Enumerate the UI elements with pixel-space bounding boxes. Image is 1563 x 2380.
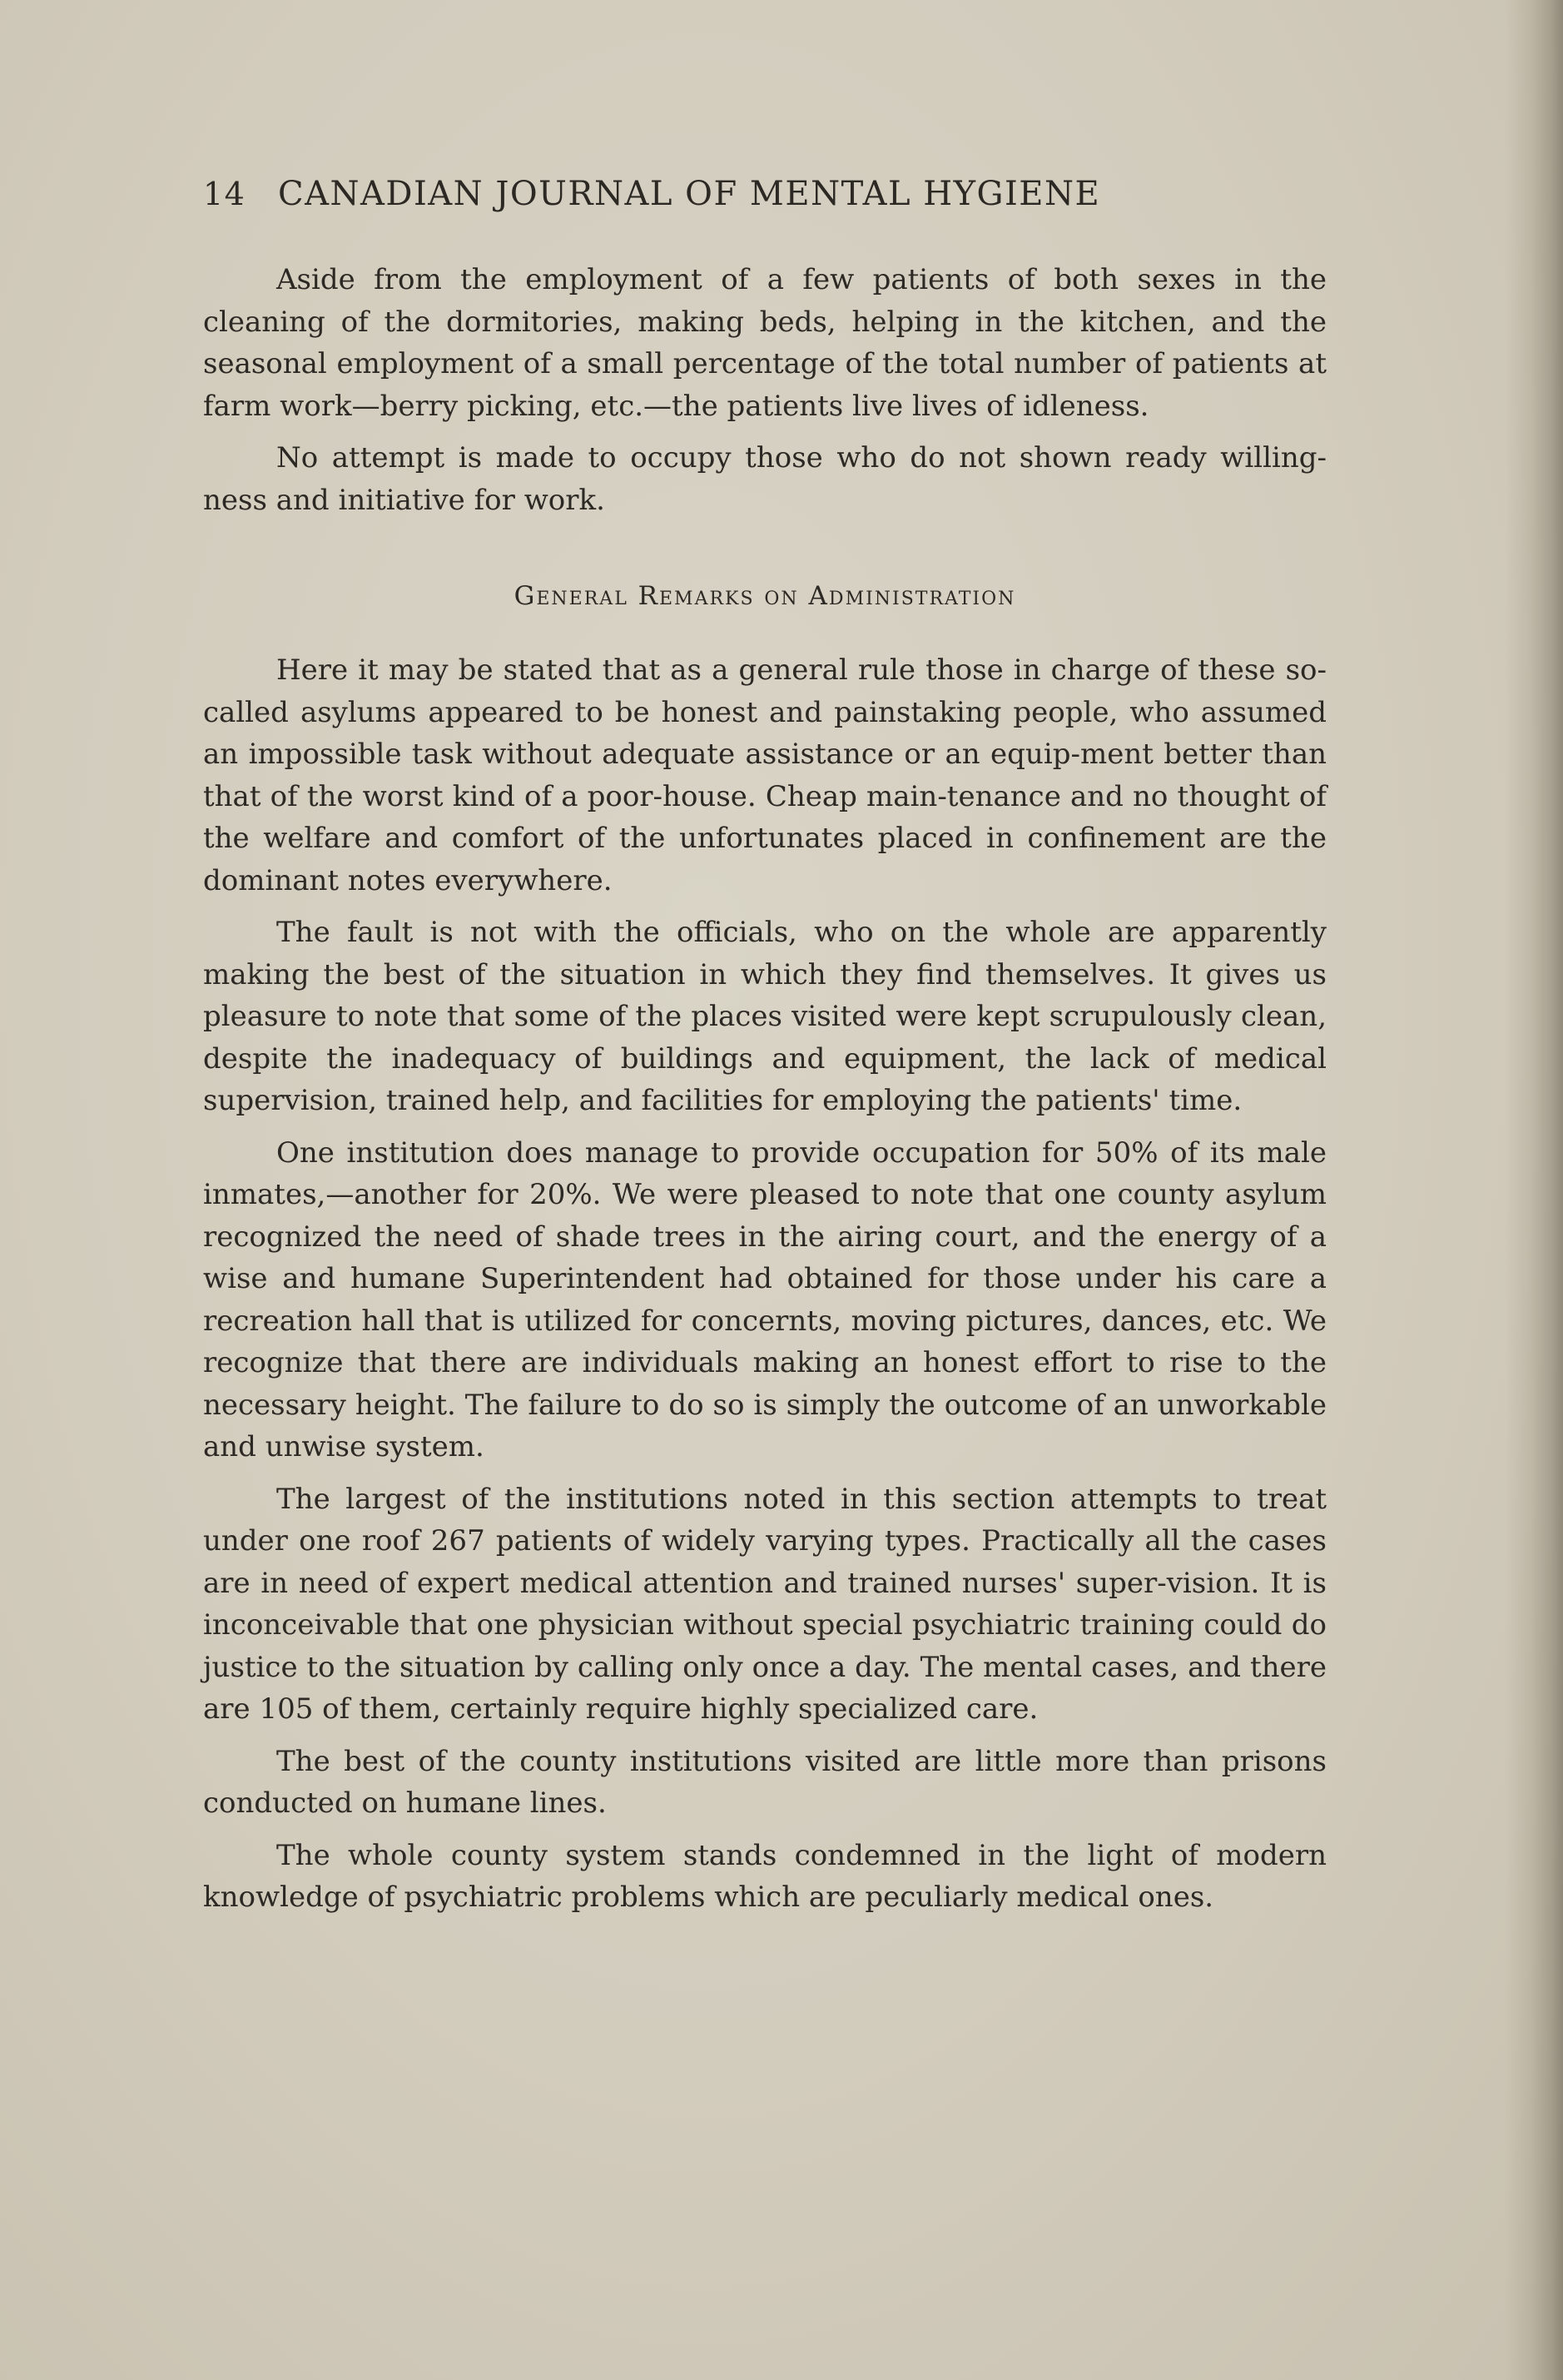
body-paragraph: No attempt is made to occupy those who do not shown ready willing-ness and initiative for work. <box>203 441 1327 517</box>
body-paragraph: One institution does manage to provide occupation for 50% of its male inmates,—another for 20%. We were pleased to note that one county asylum recognized the need of shade trees in the airing court, and the energy of a wise and humane Superintendent had obtained for those under his care a recreation hall that is utilized for concernts, moving pictures, dances, etc. We recognize that there are individuals making an honest effort to rise to the necessary height. The failure to do so is simply the outcome of an unworkable and unwise system. <box>203 1135 1327 1463</box>
body-paragraph: Here it may be stated that as a general rule those in charge of these so-called asylums appeared to be honest and painstaking people, who assumed an impossible task without adequate assistance or an equip-ment better than that of the worst kind of a poor-house. Cheap main-tenance and no thought of the welfare and comfort of the unfortunates placed in confinement are the dominant notes everywhere. <box>203 653 1327 897</box>
body-paragraph: The best of the county institutions visited are little more than prisons conducted on humane lines. <box>203 1744 1327 1820</box>
section-heading: General Remarks on Administration <box>514 581 1016 611</box>
body-paragraph: The largest of the institutions noted in this section attempts to treat under one roof 267 patients of widely varying types. Practically all the cases are in need of expert medical attention and trained nurses' super-vision. It is inconceivable that one physician without special psychiatric training could do justice to the situation by calling only once a day. The mental cases, and there are 105 of them, certainly require highly specialized care. <box>203 1482 1327 1726</box>
running-head <box>203 175 1327 213</box>
body-paragraph: Aside from the employment of a few patients of both sexes in the cleaning of the dormitories, making beds, helping in the kitchen, and the seasonal employment of a small percentage of the total number of patients at farm work—berry picking, etc.—the patients live lives of idleness. <box>203 263 1327 423</box>
page-text <box>203 175 1327 1929</box>
body-paragraph: The whole county system stands condemned in the light of modern knowledge of psychiatric problems which are peculiarly medical ones. <box>203 1838 1327 1914</box>
body-paragraph: The fault is not with the officials, who on the whole are apparently making the best of the situation in which they find themselves. It gives us pleasure to note that some of the places visited were kept scrupulously clean, despite the inadequacy of buildings and equipment, the lack of medical supervision, trained help, and facilities for employing the patients' time. <box>203 916 1327 1117</box>
journal-title: CANADIAN JOURNAL OF MENTAL HYGIENE <box>278 175 1101 213</box>
page-number: 14 <box>203 176 246 212</box>
spine-shadow <box>1505 0 1563 2380</box>
